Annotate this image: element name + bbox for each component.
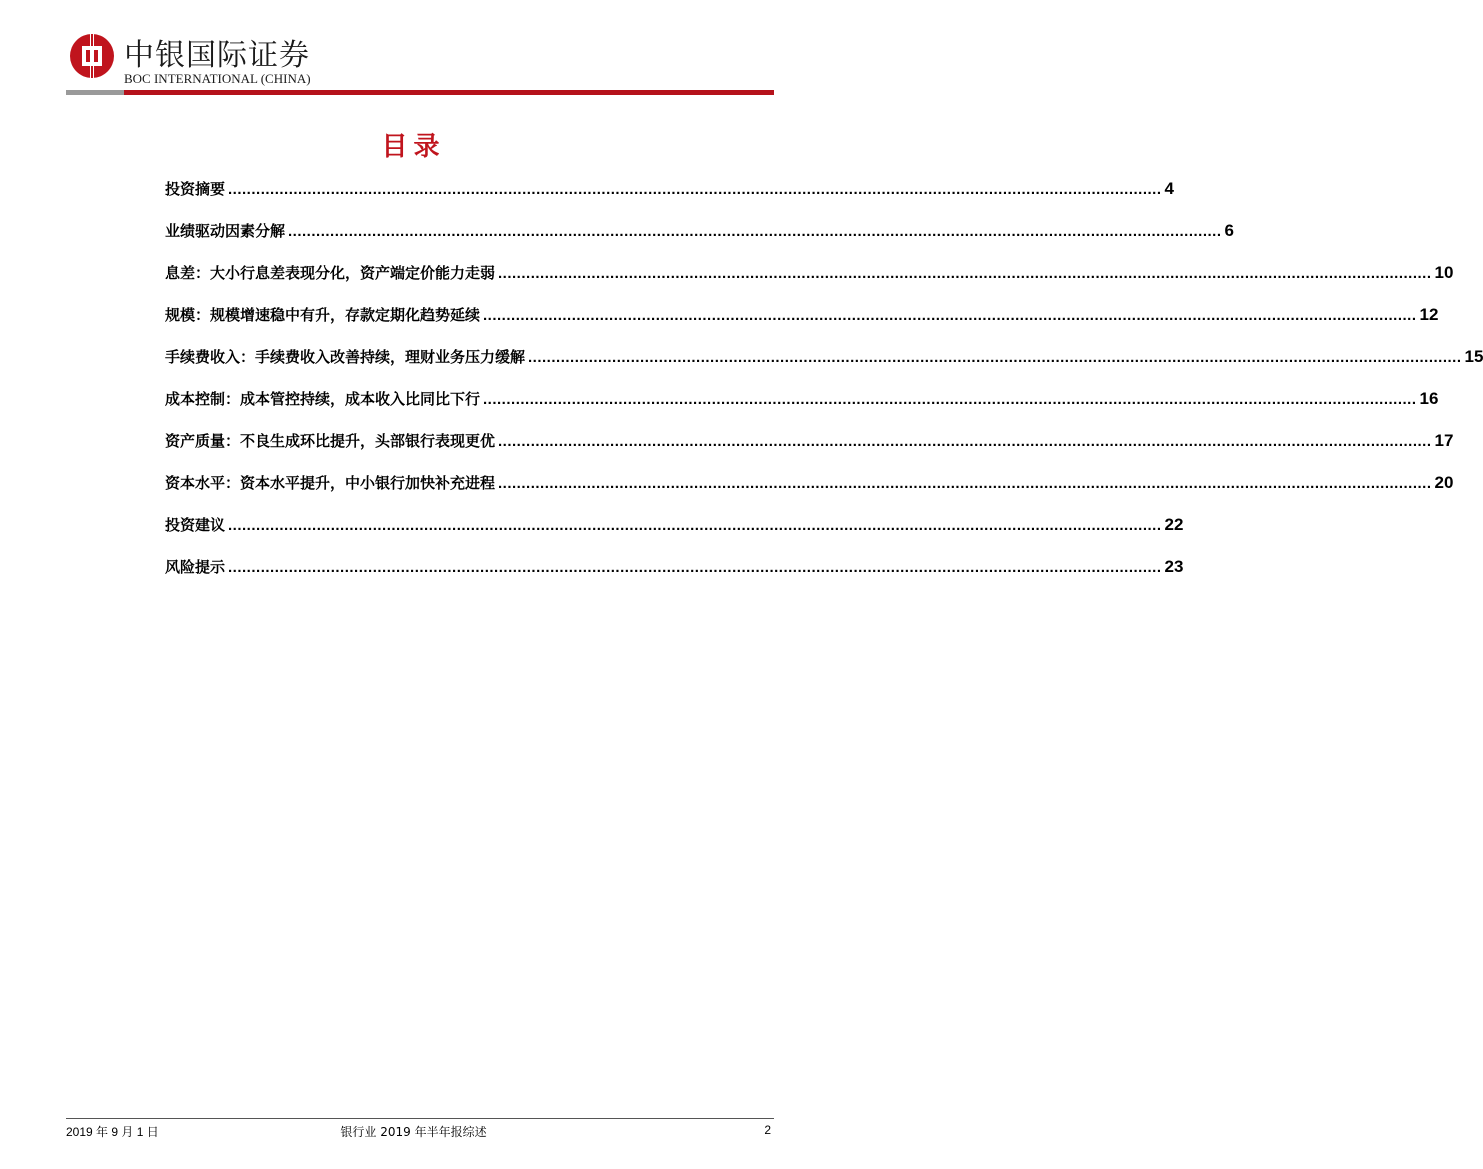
toc-item-capital-level[interactable]: [165, 472, 1454, 514]
toc-item-label: 业绩驱动因素分解: [165, 222, 286, 240]
toc-item-label: 规模：规模增速稳中有升，存款定期化趋势延续: [165, 306, 481, 324]
toc-item-label: 资本水平：资本水平提升，中小银行加快补充进程: [165, 474, 496, 492]
footer-date: 2019 年 9 月 1 日: [66, 1125, 159, 1139]
toc-item-page: 17: [1434, 431, 1454, 450]
toc-leader-dots: ........................................................................................................................................................................................................: [528, 349, 1462, 366]
toc-item-page: 12: [1419, 305, 1439, 324]
toc-item-net-interest-margin[interactable]: [165, 262, 1454, 304]
page-number: 2: [764, 1123, 771, 1137]
toc-leader-dots: ........................................................................................................................................................................................................: [228, 181, 1162, 198]
toc-item-label: 风险提示: [165, 558, 226, 576]
toc-item-page: 20: [1434, 473, 1454, 492]
toc-item-label: 息差：大小行息差表现分化，资产端定价能力走弱: [165, 264, 496, 282]
toc-leader-dots: ........................................................................................................................................................................................................: [288, 223, 1222, 240]
toc-item-risk-warning[interactable]: [165, 556, 1184, 598]
toc-title: 目录: [381, 132, 446, 162]
toc-item-asset-quality[interactable]: [165, 430, 1454, 472]
toc-item-page: 10: [1434, 263, 1454, 282]
brand-name-en: BOC INTERNATIONAL (CHINA): [124, 71, 311, 86]
footer-report-title: 银行业 2019 年半年报综述: [340, 1125, 487, 1139]
header-divider-gray: [66, 90, 124, 95]
toc-leader-dots: ........................................................................................................................................................................................................: [483, 307, 1417, 324]
toc-item-scale[interactable]: [165, 304, 1439, 346]
toc-leader-dots: ........................................................................................................................................................................................................: [228, 559, 1162, 576]
toc-item-page: 6: [1224, 221, 1234, 240]
toc-item-page: 16: [1419, 389, 1439, 408]
toc-leader-dots: ........................................................................................................................................................................................................: [228, 517, 1162, 534]
toc-item-label: 投资建议: [165, 516, 226, 534]
toc-item-cost-control[interactable]: [165, 388, 1439, 430]
toc-item-label: 成本控制：成本管控持续，成本收入比同比下行: [165, 390, 481, 408]
toc-list: [165, 178, 1483, 598]
toc-item-page: 4: [1164, 179, 1174, 198]
brand-name-cn: 中银国际证券: [124, 38, 310, 73]
header-divider-red: [124, 90, 774, 95]
boc-logo-icon: [68, 32, 116, 80]
toc-item-investment-summary[interactable]: [165, 178, 1174, 220]
toc-item-label: 手续费收入：手续费收入改善持续，理财业务压力缓解: [165, 348, 526, 366]
toc-item-page: 23: [1164, 557, 1184, 576]
toc-item-investment-advice[interactable]: [165, 514, 1184, 556]
toc-leader-dots: ........................................................................................................................................................................................................: [498, 475, 1432, 492]
toc-item-page: 15: [1464, 347, 1483, 366]
toc-leader-dots: ........................................................................................................................................................................................................: [498, 433, 1432, 450]
footer-divider: [66, 1118, 774, 1119]
toc-item-page: 22: [1164, 515, 1184, 534]
toc-leader-dots: ........................................................................................................................................................................................................: [483, 391, 1417, 408]
toc-item-label: 投资摘要: [165, 180, 226, 198]
toc-item-fee-income[interactable]: [165, 346, 1483, 388]
toc-leader-dots: ........................................................................................................................................................................................................: [498, 265, 1432, 282]
toc-item-performance-drivers[interactable]: [165, 220, 1234, 262]
toc-item-label: 资产质量：不良生成环比提升，头部银行表现更优: [165, 432, 496, 450]
